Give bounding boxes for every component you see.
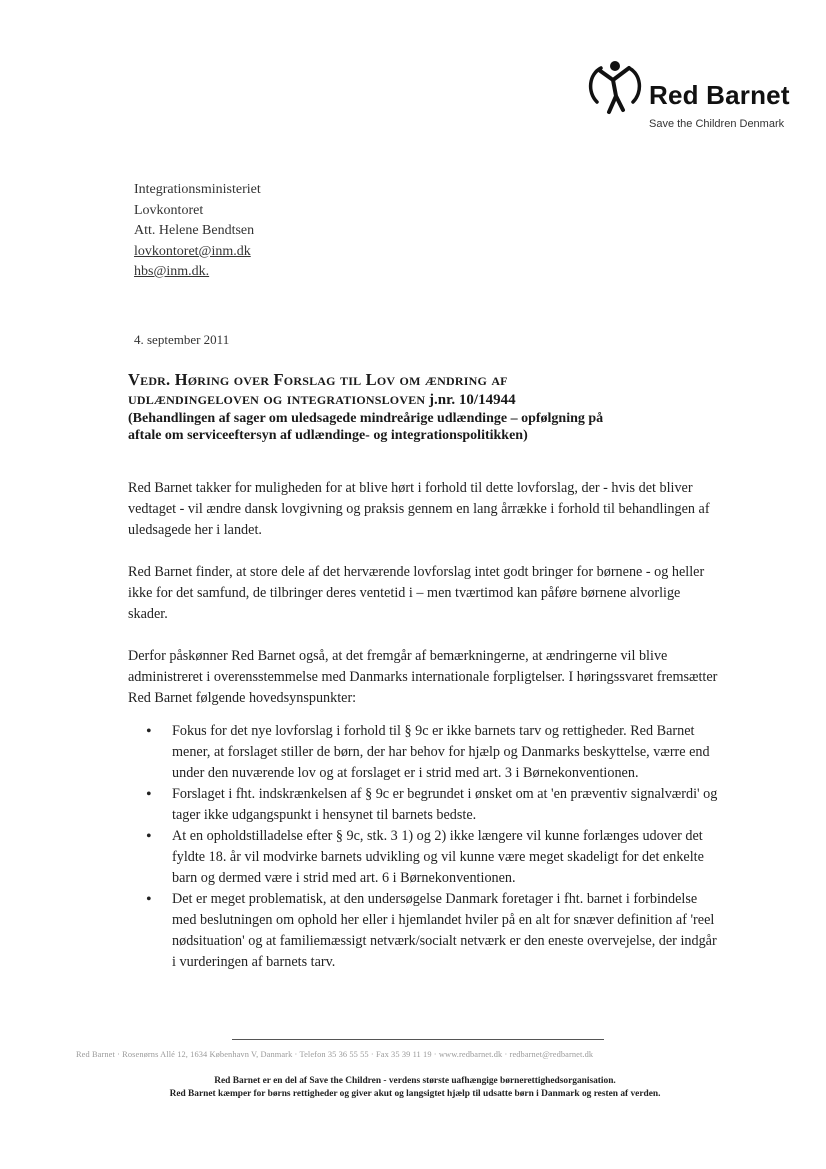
footer-tagline-1: Red Barnet er en del af Save the Children - verdens største uafhængige børnerettighedsorganisation. (214, 1076, 616, 1086)
recipient-ministry: Integrationsministeriet (134, 182, 261, 197)
footer-tagline-2: Red Barnet kæmper for børns rettigheder og giver akut og langsigtet hjælp til udsatte børn i Danmark og resten af verden. (169, 1089, 661, 1099)
letter-body (128, 478, 718, 973)
recipient-email-hbs[interactable]: hbs@inm.dk. (134, 264, 210, 279)
recipient-block (134, 180, 261, 283)
paragraph: Red Barnet finder, at store dele af det herværende lovforslag intet godt bringer for børnene - og heller ikke for det samfund, de tilbringer deres ventetid i – men tværtimod kan påføre børnene alvorlige skader. (128, 564, 705, 622)
key-points-list (128, 721, 718, 973)
recipient-attention: Att. Helene Bendtsen (134, 223, 255, 238)
footer-tagline (120, 1075, 710, 1101)
subject-line-4: aftale om serviceeftersyn af udlændinge- og integrationspolitikken) (128, 428, 528, 443)
list-item: • At en opholdstilladelse efter § 9c, stk. 3 1) og 2) ikke længere vil kunne forlænges udover det fyldte 18. år vil modvirke barnets udvikling og vil kunne være meget skadeligt for det enkelte barn og dermed være i strid med art. 6 i Børnekonventionen. (128, 826, 718, 889)
footer-address: Red Barnet · Rosenørns Allé 12, 1634 København V, Danmark · Telefon 35 36 55 55 · Fax 35 39 11 19 · www.redbarnet.dk · redbarnet@redbarnet.dk (76, 1050, 594, 1059)
recipient-office: Lovkontoret (134, 202, 204, 218)
subject-line-1: Vedr. Høring over Forslag til Lov om ændring af (128, 370, 508, 389)
subject-line-2 (128, 389, 728, 410)
recipient-email-lovkontoret[interactable]: lovkontoret@inm.dk (134, 243, 251, 259)
list-item: • Forslaget i fht. indskrænkelsen af § 9c er begrundet i ønsket om at 'en præventiv signalværdi' og tager ikke udgangspunkt i hensynet til barnets bedste. (128, 784, 718, 826)
paragraph: Red Barnet takker for muligheden for at blive hørt i forhold til dette lovforslag, der - hvis det bliver vedtaget - vil ændre dansk lovgivning og praksis gennem en lang årrække i forhold til behandlingen af uledsagede her i landet. (128, 480, 710, 538)
letter-date: 4. september 2011 (134, 332, 230, 347)
list-item: • Fokus for det nye lovforslag i forhold til § 9c er ikke barnets tarv og rettigheder. Red Barnet mener, at forslaget stiller de børn, der har behov for hjælp og Danmarks beskyttelse, værre end under den nuværende lov og at forslaget er i strid med art. 3 i Børnekonventionen. (128, 721, 718, 784)
child-figure-icon (583, 58, 647, 122)
logo-subtitle: Save the Children Denmark (649, 118, 785, 130)
subject-line-2-laws: udlændingeloven og integrationsloven (128, 389, 426, 408)
list-item: • Det er meget problematisk, at den undersøgelse Danmark foretager i fht. barnet i forbindelse med beslutningen om ophold her eller i hjemlandet hviler på en alt for snæver definition af 'reel nødsituation' og at familiemæssigt netværk/socialt netværk er den eneste overvejelse, der indgår i vurderingen af barnets tarv. (128, 889, 718, 973)
logo-name: Red Barnet (649, 80, 790, 110)
subject-line-2-journal: j.nr. 10/14944 (425, 392, 516, 408)
subject-line-3: (Behandlingen af sager om uledsagede mindreårige udlændinge – opfølgning på (128, 411, 604, 426)
red-barnet-logo (583, 58, 813, 138)
paragraph: Derfor påskønner Red Barnet også, at det fremgår af bemærkningerne, at ændringerne vil blive administreret i overensstemmelse med Danmarks internationale forpligtelser. I høringssvaret fremsætter Red Barnet følgende hovedsynspunkter: (128, 648, 718, 706)
subject-heading (128, 370, 728, 444)
footer-divider (232, 1039, 604, 1040)
